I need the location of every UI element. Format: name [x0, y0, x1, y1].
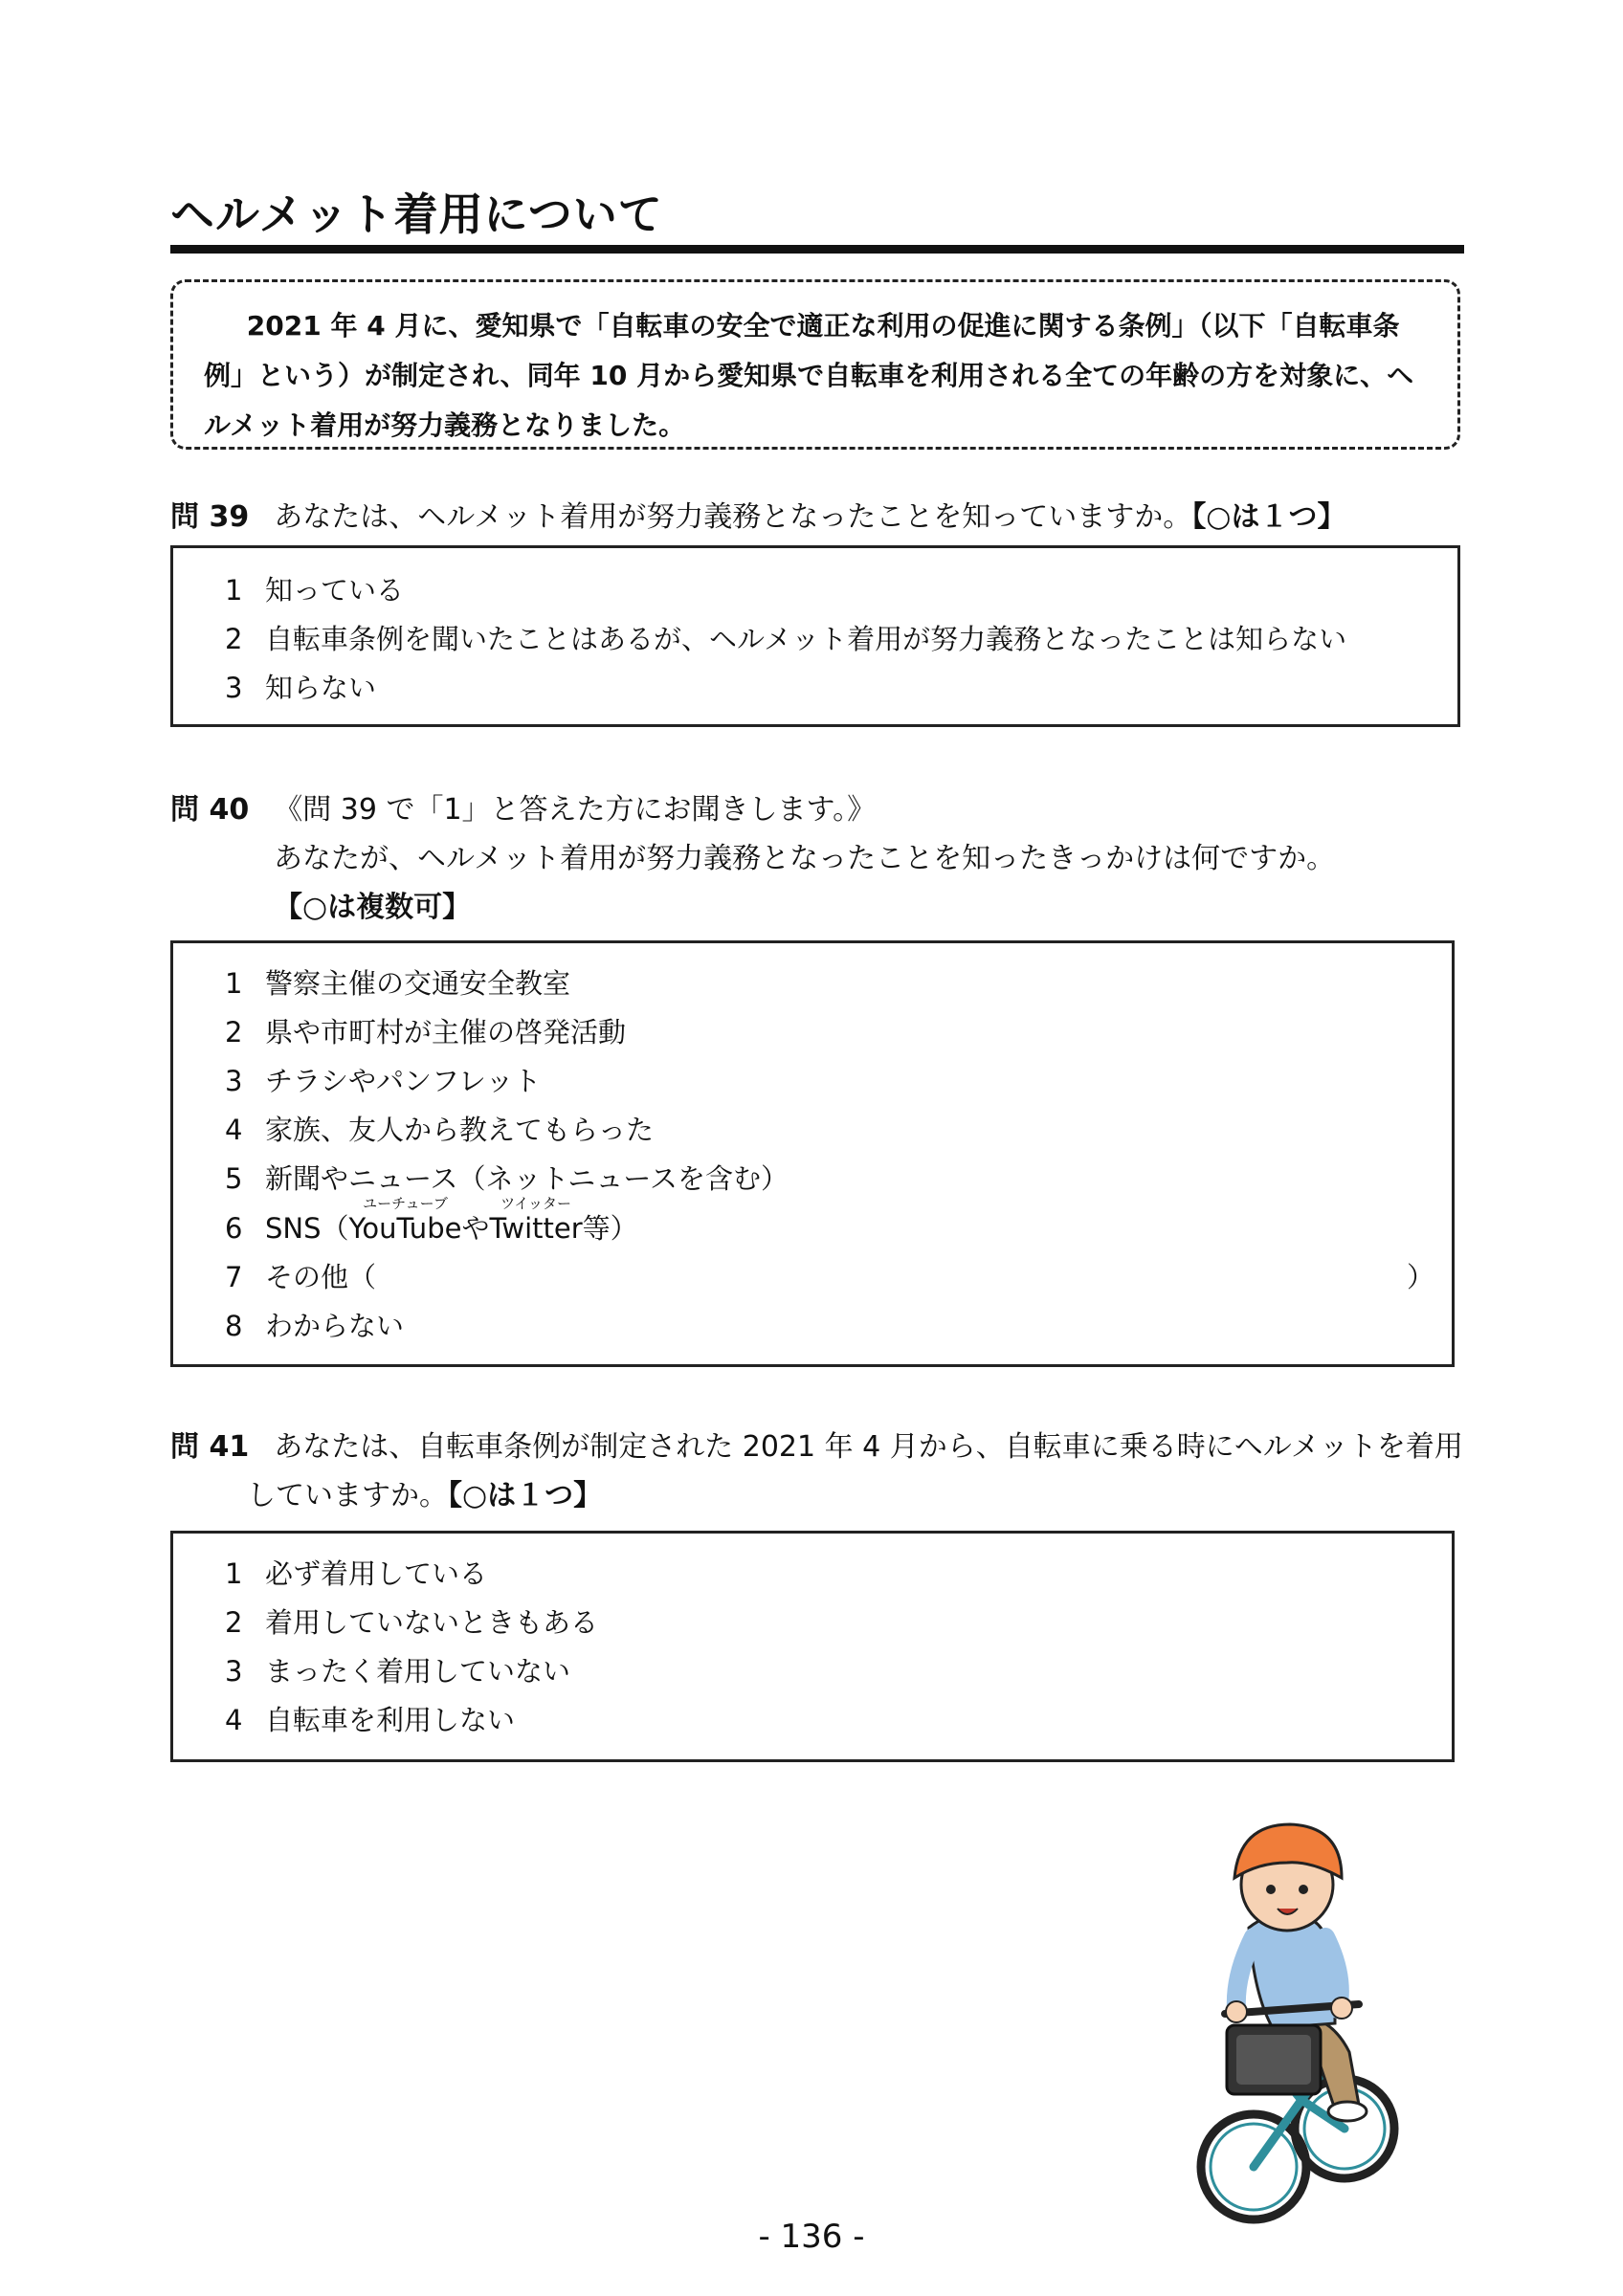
q41-option[interactable] [225, 1699, 515, 1738]
option-number: 3 [225, 1655, 243, 1688]
twitter-label: Twitter [489, 1212, 583, 1245]
option-label: 家族、友人から教えてもらった [265, 1114, 655, 1146]
q39-heading [170, 494, 1346, 541]
option-label-etc: 等） [582, 1212, 638, 1245]
q41-heading [170, 1424, 1463, 1471]
q40-option[interactable] [225, 962, 570, 1002]
q41-text-line1: あなたは、自転車条例が制定された 2021 年 4 月から、自転車に乗る時にヘルメットを着用 [274, 1430, 1463, 1464]
q40-option[interactable] [225, 1158, 789, 1197]
q40-text: あなたが、ヘルメット着用が努力義務となったことを知ったきっかけは何ですか。 [274, 842, 1336, 875]
option-label: 着用していないときもある [265, 1606, 599, 1639]
q39-option[interactable] [225, 667, 376, 706]
option-number: 1 [225, 967, 243, 1000]
other-close-paren: ） [1407, 1261, 1435, 1293]
twitter-ruby: ツイッター [500, 1195, 572, 1212]
q40-condition: 《問 39 で「1」と答えた方にお聞きします。》 [274, 793, 877, 827]
option-number: 2 [225, 1016, 243, 1049]
page-number: - 136 - [758, 2218, 865, 2256]
option-number: 4 [225, 1114, 243, 1146]
option-label: 自転車条例を聞いたことはあるが、ヘルメット着用が努力義務となったことは知らない [265, 623, 1347, 655]
option-number: 8 [225, 1310, 243, 1342]
option-label: まったく着用していない [265, 1655, 571, 1688]
option-number: 3 [225, 1065, 243, 1097]
option-label: 県や市町村が主催の啓発活動 [265, 1016, 627, 1049]
q41-options-box [170, 1531, 1455, 1762]
q39-option[interactable] [225, 569, 404, 608]
child-cycling-with-helmet-illustration [1167, 1813, 1416, 2234]
option-label-ya: や [461, 1212, 490, 1245]
option-label: 知っている [265, 574, 405, 607]
q40-number: 問 40 [170, 793, 250, 827]
option-label: チラシやパンフレット [265, 1065, 542, 1097]
q39-note: 【○は１つ】 [1191, 500, 1346, 534]
q40-option[interactable] [225, 1011, 626, 1050]
q41-note: 【○は１つ】 [448, 1479, 603, 1512]
q39-number: 問 39 [170, 500, 250, 534]
q39-options-box [170, 545, 1460, 727]
option-label: その他（ [265, 1261, 377, 1293]
youtube-label: YouTube [348, 1212, 462, 1245]
page-title: ヘルメット着用について [170, 188, 663, 240]
twitter-term [489, 1195, 583, 1245]
q41-heading-line2 [247, 1472, 602, 1520]
option-label: 警察主催の交通安全教室 [265, 967, 571, 1000]
q39-option[interactable] [225, 618, 1346, 657]
q41-option[interactable] [225, 1553, 487, 1592]
option-number: 6 [225, 1212, 243, 1245]
option-label: 新聞やニュース（ネットニュースを含む） [265, 1162, 789, 1195]
option-number: 3 [225, 672, 243, 704]
q40-note: 【○は複数可】 [274, 891, 472, 924]
option-label: 自転車を利用しない [265, 1704, 516, 1736]
option-number: 5 [225, 1162, 243, 1195]
intro-text: 2021 年 4 月に、愛知県で「自転車の安全で適正な利用の促進に関する条例」（以下「自転車条例」という）が制定され、同年 10 月から愛知県で自転車を利用される全ての年齢の方を対象に、ヘルメット着用が努力義務となりました。 [204, 310, 1414, 441]
option-number: 2 [225, 1606, 243, 1639]
q39-text: あなたは、ヘルメット着用が努力義務となったことを知っていますか。 [274, 500, 1192, 534]
q40-option[interactable] [225, 1060, 542, 1099]
q40-option[interactable] [225, 1195, 638, 1247]
option-label: わからない [265, 1310, 405, 1342]
option-number: 2 [225, 623, 243, 655]
q41-number: 問 41 [170, 1430, 250, 1464]
option-label-sns: SNS（ [265, 1212, 349, 1245]
q40-option[interactable] [225, 1305, 404, 1344]
q41-text-line2: していますか。 [247, 1479, 448, 1512]
title-underline [170, 245, 1464, 254]
intro-box [170, 279, 1460, 450]
q40-options-box [170, 940, 1455, 1367]
option-number: 1 [225, 574, 243, 607]
option-number: 4 [225, 1704, 243, 1736]
option-label: 知らない [265, 672, 377, 704]
youtube-term [348, 1195, 462, 1245]
option-label: 必ず着用している [265, 1557, 488, 1590]
q40-option[interactable] [225, 1256, 1450, 1295]
option-number: 7 [225, 1261, 243, 1293]
q41-option[interactable] [225, 1601, 598, 1641]
q40-heading [170, 786, 876, 834]
q40-option[interactable] [225, 1109, 654, 1148]
youtube-ruby: ユーチューブ [363, 1195, 448, 1212]
option-number: 1 [225, 1557, 243, 1590]
q41-option[interactable] [225, 1650, 570, 1689]
